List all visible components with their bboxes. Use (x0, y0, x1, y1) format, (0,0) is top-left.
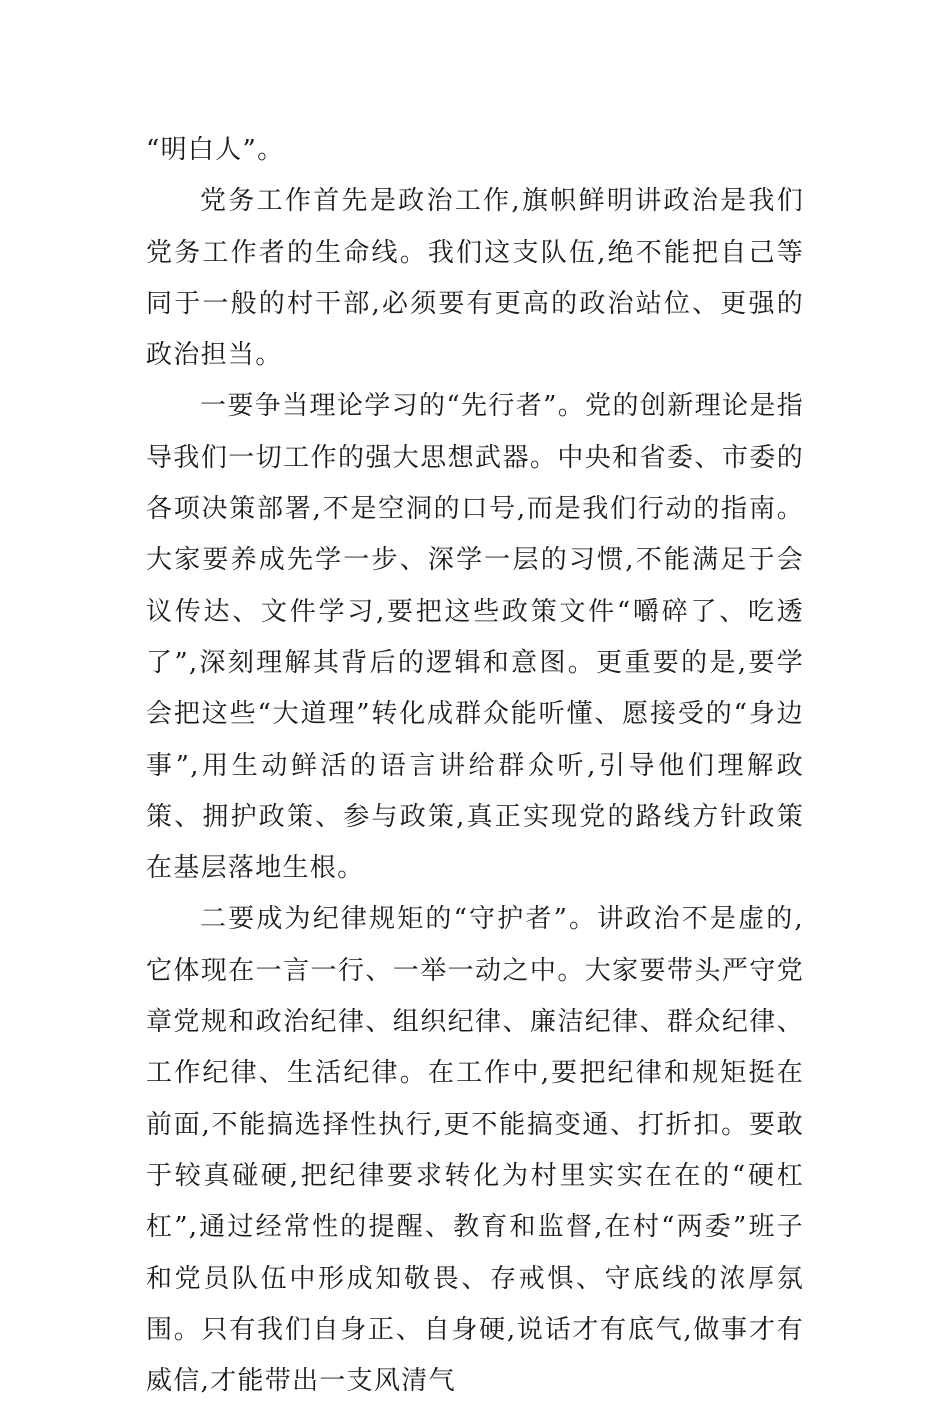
paragraph-political-work: 党务工作首先是政治工作,旗帜鲜明讲政治是我们党务工作者的生命线。我们这支队伍,绝不能把自己等同于一般的村干部,必须要有更高的政治站位、更强的政治担当。 (146, 186, 804, 371)
paragraph-continuation: “明白人”。 (146, 135, 285, 165)
paragraph-theory-study: 一要争当理论学习的“先行者”。党的创新理论是指导我们一切工作的强大思想武器。中央和省委、市委的各项决策部署,不是空洞的口号,而是我们行动的指南。大家要养成先学一步、深学一层的习惯,不能满足于会议传达、文件学习,要把这些政策文件“嚼碎了、吃透了”,深刻理解其背后的逻辑和意图。更重要的是,要学会把这些“大道理”转化成群众能听懂、愿接受的“身边事”,用生动鲜活的语言讲给群众听,引导他们理解政策、拥护政策、参与政策,真正实现党的路线方针政策在基层落地生根。 (146, 391, 804, 884)
paragraph-discipline: 二要成为纪律规矩的“守护者”。讲政治不是虚的,它体现在一言一行、一举一动之中。大家要带头严守党章党规和政治纪律、组织纪律、廉洁纪律、群众纪律、工作纪律、生活纪律。在工作中,要把纪律和规矩挺在前面,不能搞选择性执行,更不能搞变通、打折扣。要敢于较真碰硬,把纪律要求转化为村里实实在在的“硬杠杠”,通过经常性的提醒、教育和监督,在村“两委”班子和党员队伍中形成知敬畏、存戒惧、守底线的浓厚氛围。只有我们自身正、自身硬,说话才有底气,做事才有威信,才能带出一支风清气 (146, 904, 804, 1397)
document-body (146, 125, 804, 1407)
